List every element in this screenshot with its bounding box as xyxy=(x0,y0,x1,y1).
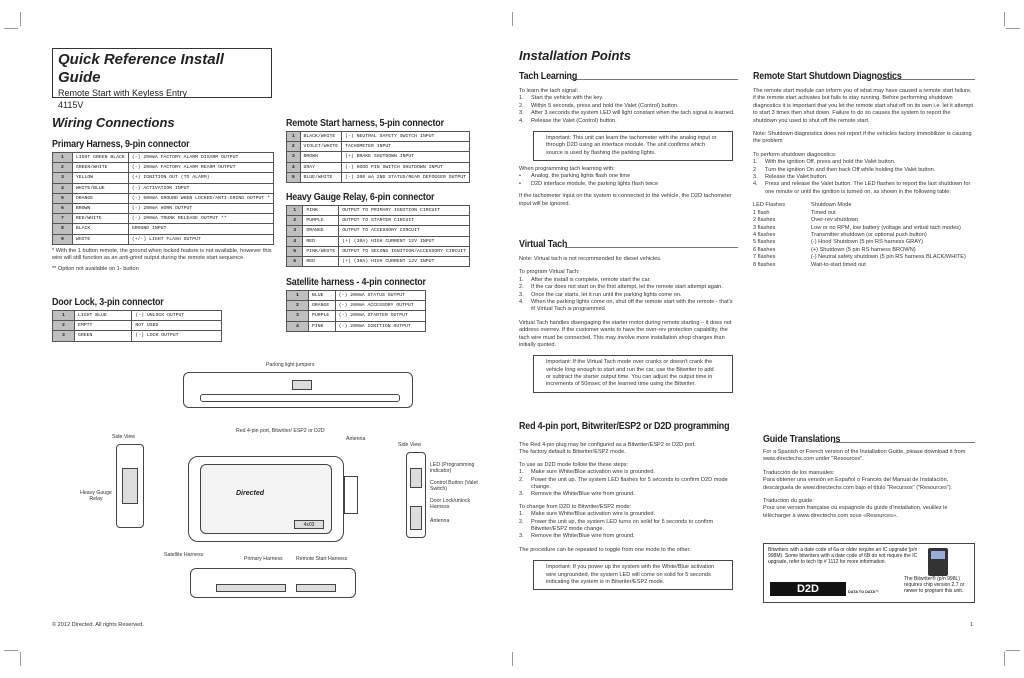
heavy-gauge-label: Heavy Gauge Relay xyxy=(80,490,112,502)
shutdown-mode: (-) Neutral safety shutdown (5 pin RS harness BLACK/WHITE) xyxy=(811,254,966,261)
shutdown-intro: To perform shutdown diagnostics: xyxy=(753,151,837,158)
pin-number: 2 xyxy=(287,142,301,152)
pin-row xyxy=(287,246,470,256)
toggle-note: The procedure can be repeated to toggle from one mode to the other. xyxy=(519,546,691,553)
list-item xyxy=(519,533,738,540)
wire-color: BLACK xyxy=(72,224,128,234)
wire-function: (-) 200mA FACTORY ALARM REARM OUTPUT xyxy=(128,163,273,173)
shutdown-row xyxy=(753,262,975,269)
shutdown-mode: Transmitter shutdown (or optional push button) xyxy=(811,231,927,238)
list-item xyxy=(519,118,738,125)
list-number: 3. xyxy=(519,491,524,498)
wire-color: GREEN xyxy=(75,331,132,341)
d2d-mode-intro: To use as D2D mode follow the these steps: xyxy=(519,461,629,468)
red-port-label: Red 4-pin port, Bitwriter/ ESP2 or D2D xyxy=(236,428,325,434)
shutdown-row xyxy=(753,225,975,232)
list-number: 2. xyxy=(519,518,524,525)
wire-function: (-) ACTIVATION INPUT xyxy=(128,183,273,193)
tach-d2d-intro: When programming tach learning with: xyxy=(519,165,615,172)
list-text: Start the vehicle with the key. xyxy=(531,95,604,102)
virtual-tach-steps xyxy=(519,277,738,314)
pin-number: 3 xyxy=(287,226,303,236)
list-number: 1. xyxy=(753,159,758,166)
guide-fr: Pour une version française ou espagnole du guide d'installation, veuillez le télécharger à www.directechs.com sous «Resources». xyxy=(763,505,948,519)
crop-mark xyxy=(20,12,21,26)
heavy-gauge-table xyxy=(286,205,470,267)
tach-section xyxy=(519,70,738,208)
wire-function: (-) 200mA STARTER OUTPUT xyxy=(335,311,425,321)
pin-number: 1 xyxy=(287,291,309,301)
wire-function: (-) LOCK OUTPUT xyxy=(132,331,222,341)
red-port-important: Important: If you power up the system with the White/Blue activation wire ungrounded, the system LED will come on solid for 5 seconds indicating the system is in Bitwriter/ESP2 mode. xyxy=(533,560,733,590)
pin-number: 4 xyxy=(287,236,303,246)
side-view-right-port-2 xyxy=(410,506,422,530)
tach-ignored-note: If the tachometer input on the system is connected to the vehicle, the D2D tachometer input will be ignored. xyxy=(519,193,732,207)
d2d-tagline: DATA TO DATA™ xyxy=(848,590,879,594)
wire-color: GREEN/WHITE xyxy=(72,163,128,173)
pin-row xyxy=(53,321,222,331)
wire-function: (+) (30A) HIGH CURRENT 12V INPUT xyxy=(339,236,470,246)
wire-color: YELLOW xyxy=(72,173,128,183)
list-text: Make sure White/Blue activation wire is grounded. xyxy=(531,511,656,518)
crop-mark xyxy=(1004,652,1005,666)
parking-jumper-block xyxy=(292,380,312,390)
shutdown-note: Note: Shutdown diagnostics does not report if the vehicles factory immobilizer is causing the problem xyxy=(753,131,972,145)
shutdown-row xyxy=(753,247,975,254)
pin-number: 4 xyxy=(53,183,73,193)
install-heading: Installation Points xyxy=(519,48,631,63)
guide-section xyxy=(763,433,975,520)
d2d-mode-steps xyxy=(519,469,738,499)
page-number: 1 xyxy=(970,622,974,628)
wire-function: OUTPUT TO ACCESSORY CIRCUIT xyxy=(339,226,470,236)
brand-logo: Directed xyxy=(236,490,265,497)
pin-number: 6 xyxy=(53,203,73,213)
wire-function: (-) 200mA HORN OUTPUT xyxy=(128,203,273,213)
list-number: 1. xyxy=(519,276,524,283)
wire-function: OUTPUT TO SECOND IGNITION/ACCESSORY CIRCUIT xyxy=(339,246,470,256)
wire-function: GROUND INPUT xyxy=(128,224,273,234)
shutdown-mode: Low or no RPM, low battery (voltage and virtual tach modes) xyxy=(811,224,961,231)
pin-number: 8 xyxy=(53,224,73,234)
pin-row xyxy=(53,153,274,163)
antenna-right-label: Antenna xyxy=(430,518,450,524)
wire-function: (-) 200mA FACTORY ALARM DISARM OUTPUT xyxy=(128,153,273,163)
list-item xyxy=(519,299,738,314)
wire-color: PURPLE xyxy=(309,311,336,321)
wire-function: (+) BRAKE SHUTDOWN INPUT xyxy=(342,152,470,162)
tach-title: Tach Learning xyxy=(519,70,578,82)
list-number: 1. xyxy=(519,511,524,518)
virtual-tach-note: Note: Virtual tach is not recommended for diesel vehicles. xyxy=(519,256,662,262)
wire-color: ORANGE xyxy=(309,301,336,311)
wire-function: (-) 200mA TRUNK RELEASE OUTPUT ** xyxy=(128,214,273,224)
list-number: 1. xyxy=(519,95,524,102)
pin-row xyxy=(287,152,470,162)
wire-function: (-) 200mA IGNITION OUTPUT xyxy=(335,321,425,331)
wiring-heading: Wiring Connections xyxy=(52,115,175,130)
list-number: 2. xyxy=(519,102,524,109)
list-item xyxy=(519,277,738,284)
list-text: When the parking lights come on, shut off the remote start with the remote - that's it! Virtual Tach is programmed. xyxy=(531,299,733,313)
pin-number: 2 xyxy=(287,216,303,226)
bitwriter-screen-icon xyxy=(931,551,945,559)
pin-number: 1 xyxy=(287,206,303,216)
shutdown-mode: Over-rev shutdown xyxy=(811,217,859,224)
primary-note-1: * With the 1 button remote, the ground when locked feature is not available, however this wire will still function as an anti-grind output during the remote start sequence. xyxy=(52,247,272,262)
wire-color: VIOLET/WHITE xyxy=(300,142,342,152)
pin-row xyxy=(53,224,274,234)
side-view-right-label: Side View xyxy=(398,442,421,448)
pin-row xyxy=(287,162,470,172)
crop-mark xyxy=(4,28,18,29)
relay-block xyxy=(344,476,358,514)
pin-row xyxy=(287,236,470,246)
wire-function: (+/-) LIGHT FLASH OUTPUT xyxy=(128,234,273,244)
list-item xyxy=(519,519,738,534)
wire-function: (-) NEUTRAL SAFETY SWITCH INPUT xyxy=(342,132,470,142)
list-text: Make sure White/Blue activation wire is grounded. xyxy=(531,469,656,476)
guide-title: Guide Translations xyxy=(763,433,841,445)
shutdown-mode-header: Shutdown Mode xyxy=(811,202,852,209)
virtual-tach-title: Virtual Tach xyxy=(519,238,568,250)
crop-mark xyxy=(512,652,513,666)
shutdown-table-header xyxy=(753,202,975,209)
pin-number: 7 xyxy=(53,214,73,224)
list-item xyxy=(753,167,975,174)
primary-harness-section xyxy=(52,138,274,273)
wire-function: (+) (30A) HIGH CURRENT 12V INPUT xyxy=(339,256,470,266)
list-number: 4. xyxy=(519,299,524,306)
shutdown-row xyxy=(753,217,975,224)
guide-es: Para obtener una versión en Español o Francés del Manual de Instalación, descárguela de www.directechs.com bajo el título "Recursos" ("Resources"). xyxy=(763,477,953,491)
wire-function: NOT USED xyxy=(132,321,222,331)
wire-color: ORANGE xyxy=(72,193,128,203)
list-number: 1. xyxy=(519,469,524,476)
copyright: © 2012 Directed. All rights Reserved. xyxy=(52,622,144,628)
shutdown-row xyxy=(753,232,975,239)
primary-note-2: ** Option not available on 1- button xyxy=(52,265,139,272)
wire-function: OUTPUT TO STARTER CIRCUIT xyxy=(339,216,470,226)
pin-number: 1 xyxy=(287,132,301,142)
guide-es-title: Traducción de los manuales: xyxy=(763,469,835,476)
shutdown-title: Remote Start Shutdown Diagnostics xyxy=(753,70,902,82)
title-box xyxy=(52,48,272,110)
control-button-label: Control Button (Valet Switch) xyxy=(430,480,478,492)
unit-top-edge xyxy=(200,394,400,402)
pin-row xyxy=(53,234,274,244)
list-text: Press and release the Valet button. The LED flashes to report the last shutdown for one minute or until the ignition is turned on, as shown in the following table: xyxy=(765,181,971,195)
flash-count: 5 flashes xyxy=(753,239,776,246)
d2d-logo: D2D xyxy=(770,582,846,596)
list-text: If the car does not start on the first attempt, let the remote start attempt again. xyxy=(531,284,723,291)
list-number: 3. xyxy=(519,110,524,117)
bitwriter-mode-steps xyxy=(519,511,738,541)
tach-bullet-2: D2D interface module, the parking lights flash twice xyxy=(531,180,659,187)
pin-number: 6 xyxy=(287,256,303,266)
primary-harness-title: Primary Harness, 9-pin connector xyxy=(52,138,190,150)
wire-color: WHITE xyxy=(72,234,128,244)
pin-number: 4 xyxy=(287,162,301,172)
pin-row xyxy=(53,331,222,341)
virtual-tach-section xyxy=(519,238,738,393)
bitwriter-chip-note: The Bitwriter® (p/n 998L) requires chip version 2.7 or newer to program this unit. xyxy=(904,576,965,594)
pin-number: 1 xyxy=(53,311,75,321)
shutdown-mode: Wait-to-start timed out xyxy=(811,261,866,268)
red-port-p1: The Red 4-pin plug may be configured as a Bitwriter/ESP2 or D2D port. xyxy=(519,442,696,448)
crop-mark xyxy=(20,652,21,666)
guide-en: For a Spanish or French version of the Installation Guide, please download it from www.directechs.com under "Resources". xyxy=(763,449,966,463)
wire-color: BLACK/WHITE xyxy=(300,132,342,142)
wire-color: RED/WHITE xyxy=(72,214,128,224)
crop-mark xyxy=(1004,12,1005,26)
flash-count: 6 flashes xyxy=(753,246,776,253)
satellite-label: Satellite Harness xyxy=(164,552,204,558)
pin-number: 5 xyxy=(287,246,303,256)
shutdown-row xyxy=(753,210,975,217)
list-number: 3. xyxy=(519,533,524,540)
parking-jumpers-label: Parking light jumpers xyxy=(266,362,315,368)
list-text: After the install is complete, remote start the car. xyxy=(531,276,651,283)
bottom-connectors-2 xyxy=(296,584,336,592)
wire-function: (-) HOOD PIN SWITCH SHUTDOWN INPUT xyxy=(342,162,470,172)
wire-color: PINK xyxy=(303,206,339,216)
pin-number: 3 xyxy=(53,331,75,341)
antenna-top-label: Antenna xyxy=(346,436,366,442)
virtual-tach-important: Important: If the Virtual Tach mode over cranks or doesn't crank the vehicle long enough to start and run the car, use the Bitwriter to add or subtract the starter output time. You can adjust the output time in increments of 50msec of the learned time using the Bitwriter. xyxy=(533,355,733,392)
shutdown-row xyxy=(753,254,975,261)
list-number: 3. xyxy=(519,291,524,298)
red-port-p2: The factory default is Bitwriter/ESP2 mode. xyxy=(519,449,626,456)
pin-row xyxy=(53,311,222,321)
list-item xyxy=(753,159,975,166)
list-item xyxy=(519,511,738,518)
shutdown-mode: (+) Shutdown (5 pin RS harness BROWN) xyxy=(811,246,916,253)
doorlock-table xyxy=(52,310,222,342)
wire-function: (-) 200 mA 2ND STATUS/REAR DEFOGGER OUTPUT xyxy=(342,172,470,182)
crop-mark xyxy=(1006,28,1020,29)
wire-color: PURPLE xyxy=(303,216,339,226)
wire-color: PINK/WHITE xyxy=(303,246,339,256)
side-view-left-label: Side View xyxy=(112,434,135,440)
list-item xyxy=(519,103,738,110)
shutdown-mode: Timed out xyxy=(811,209,836,216)
list-number: 2. xyxy=(753,166,758,173)
list-item xyxy=(519,95,738,102)
pin-number: 3 xyxy=(287,311,309,321)
list-text: Power the unit up. The system LED flashes for 5 seconds to confirm D2D mode change. xyxy=(531,476,728,491)
pin-number: 5 xyxy=(53,193,73,203)
tach-important: Important: This unit can learn the tachometer with the analog input or through D2D using an interface module. The unit confirms which source is used by flashing the parking lights. xyxy=(533,131,733,161)
red-port-title: Red 4-pin port, Bitwriter/ESP2 or D2D programming xyxy=(519,420,730,432)
satellite-title: Satellite harness - 4-pin connector xyxy=(286,276,426,288)
wire-color: WHITE/BLUE xyxy=(72,183,128,193)
wire-color: BROWN xyxy=(72,203,128,213)
list-text: Once the car starts, let it run until the parking lights come on. xyxy=(531,291,682,298)
satellite-section xyxy=(286,276,426,332)
pin-row xyxy=(287,206,470,216)
wire-color: BLUE xyxy=(309,291,336,301)
crop-mark xyxy=(1006,650,1020,651)
list-number: 4. xyxy=(519,117,524,124)
list-item xyxy=(519,477,738,492)
pin-row xyxy=(287,216,470,226)
wire-function: (-) 200mA ACCESSORY OUTPUT xyxy=(335,301,425,311)
remote-start-title: Remote Start harness, 5-pin connector xyxy=(286,117,444,129)
pin-row xyxy=(53,173,274,183)
pin-row xyxy=(287,321,426,331)
doorlock-section xyxy=(52,296,222,342)
list-number: 3. xyxy=(753,174,758,181)
flash-count: 4 flashes xyxy=(753,231,776,238)
pin-row xyxy=(53,193,274,203)
pin-row xyxy=(287,142,470,152)
pin-number: 2 xyxy=(53,163,73,173)
wire-color: LIGHT BLUE xyxy=(75,311,132,321)
wire-color: BROWN xyxy=(300,152,342,162)
wire-color: RED xyxy=(303,256,339,266)
list-text: With the ignition Off, press and hold the Valet button. xyxy=(765,159,896,166)
unit-label: 4x03 xyxy=(294,520,324,529)
side-view-right-port xyxy=(410,468,422,488)
list-text: Within 5 seconds, press and hold the Valet (Control) button. xyxy=(531,102,679,109)
tach-steps xyxy=(519,95,738,125)
list-item xyxy=(519,292,738,299)
guide-fr-title: Traduction du guide: xyxy=(763,498,814,505)
wire-color: EMPTY xyxy=(75,321,132,331)
pin-row xyxy=(287,132,470,142)
pin-row xyxy=(53,214,274,224)
crop-mark xyxy=(512,12,513,26)
led-flashes-header: LED Flashes xyxy=(753,202,786,209)
wire-color: LIGHT GREEN BLACK xyxy=(72,153,128,163)
list-number: 2. xyxy=(519,284,524,291)
bitwriter-mode-intro: To change from D2D to Bitwriter/ESP2 mode: xyxy=(519,503,632,510)
bitwriter-info-box xyxy=(763,543,975,603)
wire-function: OUTPUT TO PRIMARY IGNITION CIRCUIT xyxy=(339,206,470,216)
list-item xyxy=(753,174,975,181)
wire-color: ORANGE xyxy=(303,226,339,236)
list-text: Release the Valet (Control) button. xyxy=(531,117,617,124)
list-text: Release the Valet button. xyxy=(765,174,828,181)
flash-count: 7 flashes xyxy=(753,254,776,261)
guide-title: Quick Reference Install Guide xyxy=(58,51,224,86)
unit-diagram xyxy=(40,358,480,608)
wire-function: (-) 500mA GROUND WHEN LOCKED/ANTI-GRIND OUTPUT * xyxy=(128,193,273,203)
wire-function: (+) IGNITION OUT (TO ALARM) xyxy=(128,173,273,183)
list-text: Remove the White/Blue wire from ground. xyxy=(531,533,635,540)
led-label: LED (Programming indicator) xyxy=(430,462,475,474)
list-text: Remove the White/Blue wire from ground. xyxy=(531,491,635,498)
pin-row xyxy=(287,311,426,321)
flash-count: 1 flash xyxy=(753,209,770,216)
pin-number: 2 xyxy=(53,321,75,331)
wire-color: BLUE/WHITE xyxy=(300,172,342,182)
unit-top-view xyxy=(183,372,413,408)
wire-color: GRAY xyxy=(300,162,342,172)
pin-row xyxy=(53,203,274,213)
flash-count: 3 flashes xyxy=(753,224,776,231)
pin-row xyxy=(287,301,426,311)
remote-start-table xyxy=(286,131,470,183)
virtual-tach-intro: To program Virtual Tach: xyxy=(519,269,580,276)
wire-function: TACHOMETER INPUT xyxy=(342,142,470,152)
primary-label: Primary Harness xyxy=(244,556,283,562)
pin-row xyxy=(53,183,274,193)
list-text: Power the unit up, the system LED turns on solid for 5 seconds to confirm Bitwriter/ESP2 mode change. xyxy=(531,518,714,533)
list-text: Turn the ignition On and then back Off while holding the Valet button. xyxy=(765,166,936,173)
satellite-table xyxy=(286,290,426,332)
shutdown-steps xyxy=(753,159,975,196)
model-number: 4115V xyxy=(58,100,84,110)
pin-row xyxy=(53,163,274,173)
pin-row xyxy=(287,291,426,301)
list-item xyxy=(519,469,738,476)
side-view-left-port xyxy=(122,468,138,504)
pin-row xyxy=(287,226,470,236)
tach-bullet-1: Analog, the parking lights flash one time xyxy=(531,173,631,180)
pin-number: 3 xyxy=(287,152,301,162)
guide-subtitle: Remote Start with Keyless Entry xyxy=(58,88,188,98)
pin-number: 3 xyxy=(53,173,73,183)
shutdown-section xyxy=(753,70,975,269)
heavy-gauge-section xyxy=(286,191,470,267)
pin-row xyxy=(287,172,470,182)
pin-number: 9 xyxy=(53,234,73,244)
list-text: After 3 seconds the system LED will light constant when the tach signal is learned. xyxy=(531,110,735,117)
bottom-connectors xyxy=(216,584,286,592)
wire-function: (-) UNLOCK OUTPUT xyxy=(132,311,222,321)
red-port-section xyxy=(519,420,738,590)
heavy-gauge-title: Heavy Gauge Relay, 6-pin connector xyxy=(286,191,435,203)
shutdown-mode: (-) Hood Shutdown (5 pin RS harness GRAY) xyxy=(811,239,924,246)
pin-number: 1 xyxy=(53,153,73,163)
doorlock-title: Door Lock, 3-pin connector xyxy=(52,296,164,308)
pin-number: 5 xyxy=(287,172,301,182)
remote-start-section xyxy=(286,117,470,183)
unit-bottom-view xyxy=(190,568,356,598)
flash-count: 8 flashes xyxy=(753,261,776,268)
list-number: 4. xyxy=(753,181,758,188)
tach-intro: To learn the tach signal: xyxy=(519,88,579,94)
list-item xyxy=(519,284,738,291)
list-item xyxy=(753,181,975,196)
bitwriter-date-note: Bitwriters with a date code of 6a or older require an IC upgrade (p/n 998M). Some bitwriters with a date code of 6B do not require the IC upgrade, refer to tech tip # 1112 for more information. xyxy=(768,547,918,565)
wire-color: PINK xyxy=(309,321,336,331)
primary-harness-table xyxy=(52,152,274,245)
pin-row xyxy=(287,256,470,266)
crop-mark xyxy=(4,650,18,651)
door-lock-label: Door Lock/unlock Harness xyxy=(430,498,471,510)
list-item xyxy=(519,491,738,498)
remote-start-label: Remote Start Harness xyxy=(296,556,348,562)
wire-function: (-) 200mA STATUS OUTPUT xyxy=(335,291,425,301)
pin-number: 2 xyxy=(287,301,309,311)
wire-color: RED xyxy=(303,236,339,246)
list-number: 2. xyxy=(519,476,524,483)
list-item xyxy=(519,110,738,117)
shutdown-para: The remote start module can inform you of what may have caused a remote start failure, if the remote start activates but fails to stay running. Before performing shutdown diagnostics it is important that you let the remote start shut off on its own i.e. let it attempt to start 3 times then shut down. Failure to do so causes the system to report the shutdown you used to shut off the remote start. xyxy=(753,88,974,124)
flash-count: 2 flashes xyxy=(753,217,776,224)
virtual-tach-para: Virtual Tach handles disengaging the starter motor during remote starting – it does not address overrev. If the customer wants to have the over-rev protection capability, the tach wire must be connected. This may involve more installation shop charges than initially quoted. xyxy=(519,319,732,349)
shutdown-row xyxy=(753,239,975,246)
shutdown-table xyxy=(753,210,975,269)
pin-number: 4 xyxy=(287,321,309,331)
tach-bullets: • Analog, the parking lights flash one time • D2D interface module, the parking lights flash twice xyxy=(519,173,659,187)
